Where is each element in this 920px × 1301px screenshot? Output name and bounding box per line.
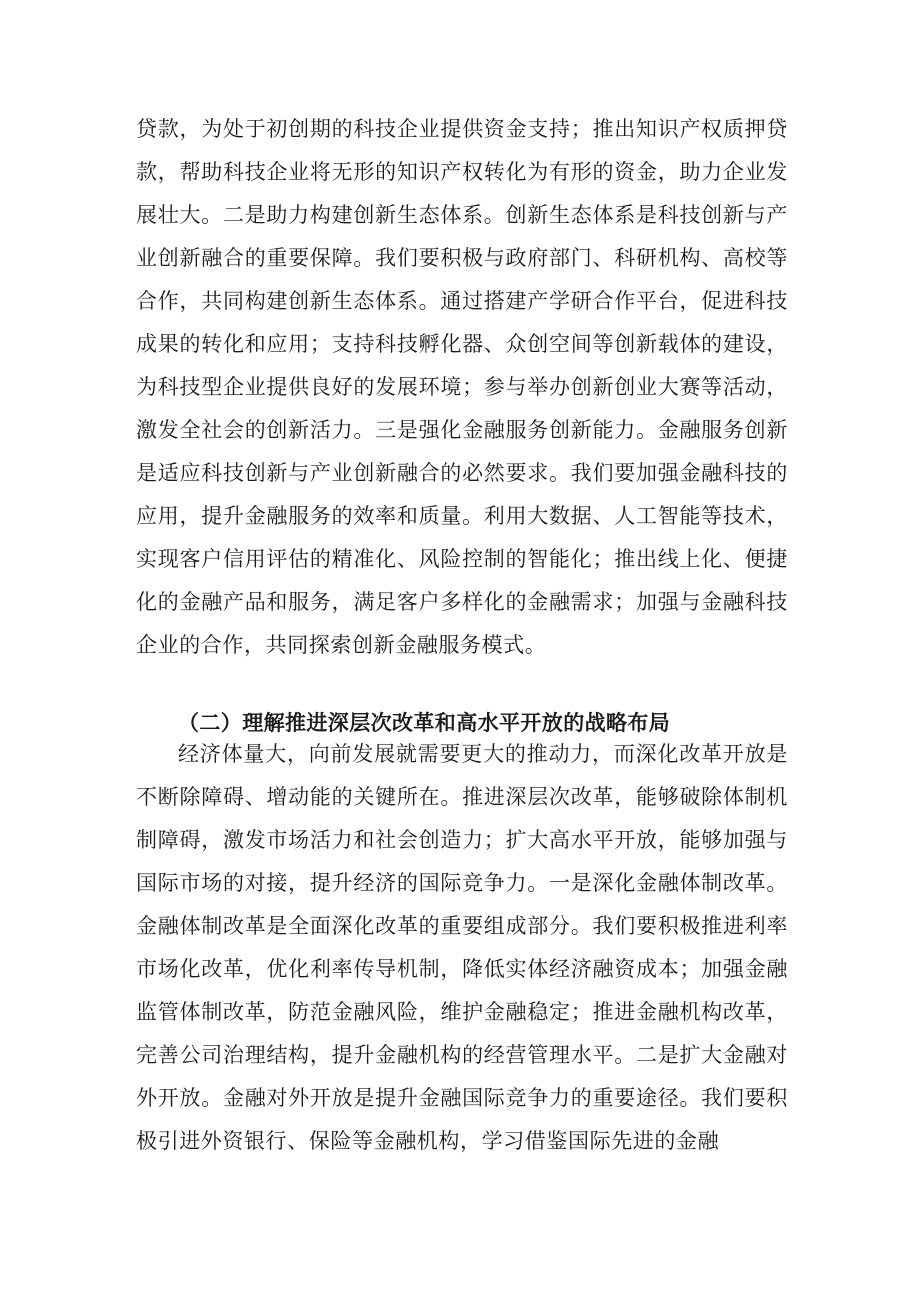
body-paragraph: 贷款，为处于初创期的科技企业提供资金支持；推出知识产权质押贷款，帮助科技企业将无形的知识产权转化为有形的资金，助力企业发展壮大。二是助力构建创新生态体系。创新生态体系是科技创新与产业创新融合的重要保障。我们要积极与政府部门、科研机构、高校等合作，共同构建创新生态体系。通过搭建产学研合作平台，促进科技成果的转化和应用；支持科技孵化器、众创空间等创新载体的建设，为科技型企业提供良好的发展环境；参与举办创新创业大赛等活动，激发全社会的创新活力。三是强化金融服务创新能力。金融服务创新是适应科技创新与产业创新融合的必然要求。我们要加强金融科技的应用，提升金融服务的效率和质量。利用大数据、人工智能等技术，实现客户信用评估的精准化、风险控制的智能化；推出线上化、便捷化的金融产品和服务，满足客户多样化的金融需求；加强与金融科技企业的合作，共同探索创新金融服务模式。 <box>136 117 788 657</box>
section-heading: （二）理解推进深层次改革和高水平开放的战略布局 <box>178 711 671 735</box>
body-paragraph: 经济体量大，向前发展就需要更大的推动力，而深化改革开放是不断除障碍、增动能的关键所在。推进深层次改革，能够破除体制机制障碍，激发市场活力和社会创造力；扩大高水平开放，能够加强与国际市场的对接，提升经济的国际竞争力。一是深化金融体制改革。金融体制改革是全面深化改革的重要组成部分。我们要积极推进利率市场化改革，优化利率传导机制，降低实体经济融资成本；加强金融监管体制改革，防范金融风险，维护金融稳定；推进金融机构改革，完善公司治理结构，提升金融机构的经营管理水平。二是扩大金融对外开放。金融对外开放是提升金融国际竞争力的重要途径。我们要积极引进外资银行、保险等金融机构，学习借鉴国际先进的金融 <box>136 742 788 1153</box>
